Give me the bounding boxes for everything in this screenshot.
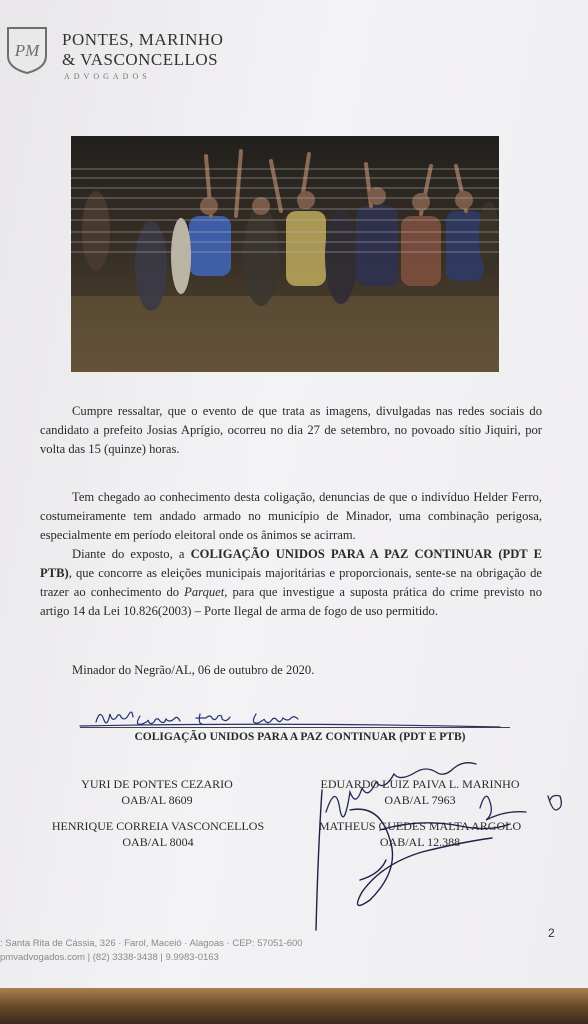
lawyer-oab: OAB/AL 7963	[384, 793, 456, 807]
table-surface	[0, 988, 588, 1024]
page-number: 2	[548, 926, 555, 940]
logo-monogram: PM	[14, 41, 40, 60]
lawyer-signature	[300, 776, 540, 808]
firm-logo-icon	[6, 26, 48, 74]
lawyer-name: EDUARDO LUIZ PAIVA L. MARINHO	[320, 777, 520, 791]
footer-address: : Santa Rita de Cássia, 326 · Farol, Maceió · Alagoas · CEP: 57051-600	[0, 938, 303, 949]
lawyer-oab: OAB/AL 12.388	[379, 835, 461, 849]
evidence-photo	[71, 136, 499, 372]
paragraph-3	[40, 545, 542, 621]
footer-contact: pmvadvogados.com | (82) 3338-3438 | 9.9983-0163	[0, 952, 219, 963]
paragraph-3-a: Diante do exposto, a	[72, 547, 191, 561]
letterhead-footer	[0, 937, 303, 965]
paragraph-3-c: , para que investigue a suposta prática do crime previsto no artigo 14 da Lei 10.826(2003) – Porte Ilegal de arma de fogo de uso permitido.	[40, 585, 542, 618]
lawyer-oab: OAB/AL 8609	[121, 793, 193, 807]
lawyer-signature	[300, 818, 540, 850]
paragraph-1: Cumpre ressaltar, que o evento de que trata as imagens, divulgadas nas redes sociais do candidato a prefeito Josias Aprígio, ocorreu no dia 27 de setembro, no povoado sítio Jiquiri, por volta das 15 (quinze) horas.	[40, 404, 542, 456]
paragraph-3-parquet: Parquet	[184, 585, 225, 599]
paragraph-2: Tem chegado ao conhecimento desta coligação, denuncias de que o indivíduo Helder Ferro, costumeiramente tem andado armado no município de Minador, uma combinação perigosa, especialmente em período eleitoral onde os ânimos se acirram.	[40, 490, 542, 542]
paragraph-3-b: , que concorre as eleições municipais majoritárias e proporcionais, sente-se na obrigação de trazer ao conhecimento do	[40, 566, 542, 599]
firm-name	[62, 30, 223, 82]
firm-name-sub: ADVOGADOS	[64, 72, 151, 81]
signature-line	[80, 727, 510, 728]
firm-name-line2: & VASCONCELLOS	[62, 50, 219, 69]
coalition-signature-label: COLIGAÇÃO UNIDOS PARA A PAZ CONTINUAR (PDT E PTB)	[134, 731, 466, 743]
lawyer-name: MATHEUS GUEDES MALTA ARGOLO	[318, 819, 522, 833]
document-date: Minador do Negrão/AL, 06 de outubro de 2020.	[72, 663, 315, 677]
lawyer-oab: OAB/AL 8004	[122, 835, 194, 849]
firm-name-line1: PONTES, MARINHO	[62, 30, 224, 49]
lawyer-signature	[40, 818, 276, 850]
lawyer-name: YURI DE PONTES CEZARIO	[81, 777, 233, 791]
lawyer-signature	[62, 776, 252, 808]
lawyer-name: HENRIQUE CORREIA VASCONCELLOS	[51, 819, 265, 833]
paragraph-3-coalition: COLIGAÇÃO UNIDOS PARA A PAZ CONTINUAR (PDT E PTB)	[40, 547, 543, 580]
